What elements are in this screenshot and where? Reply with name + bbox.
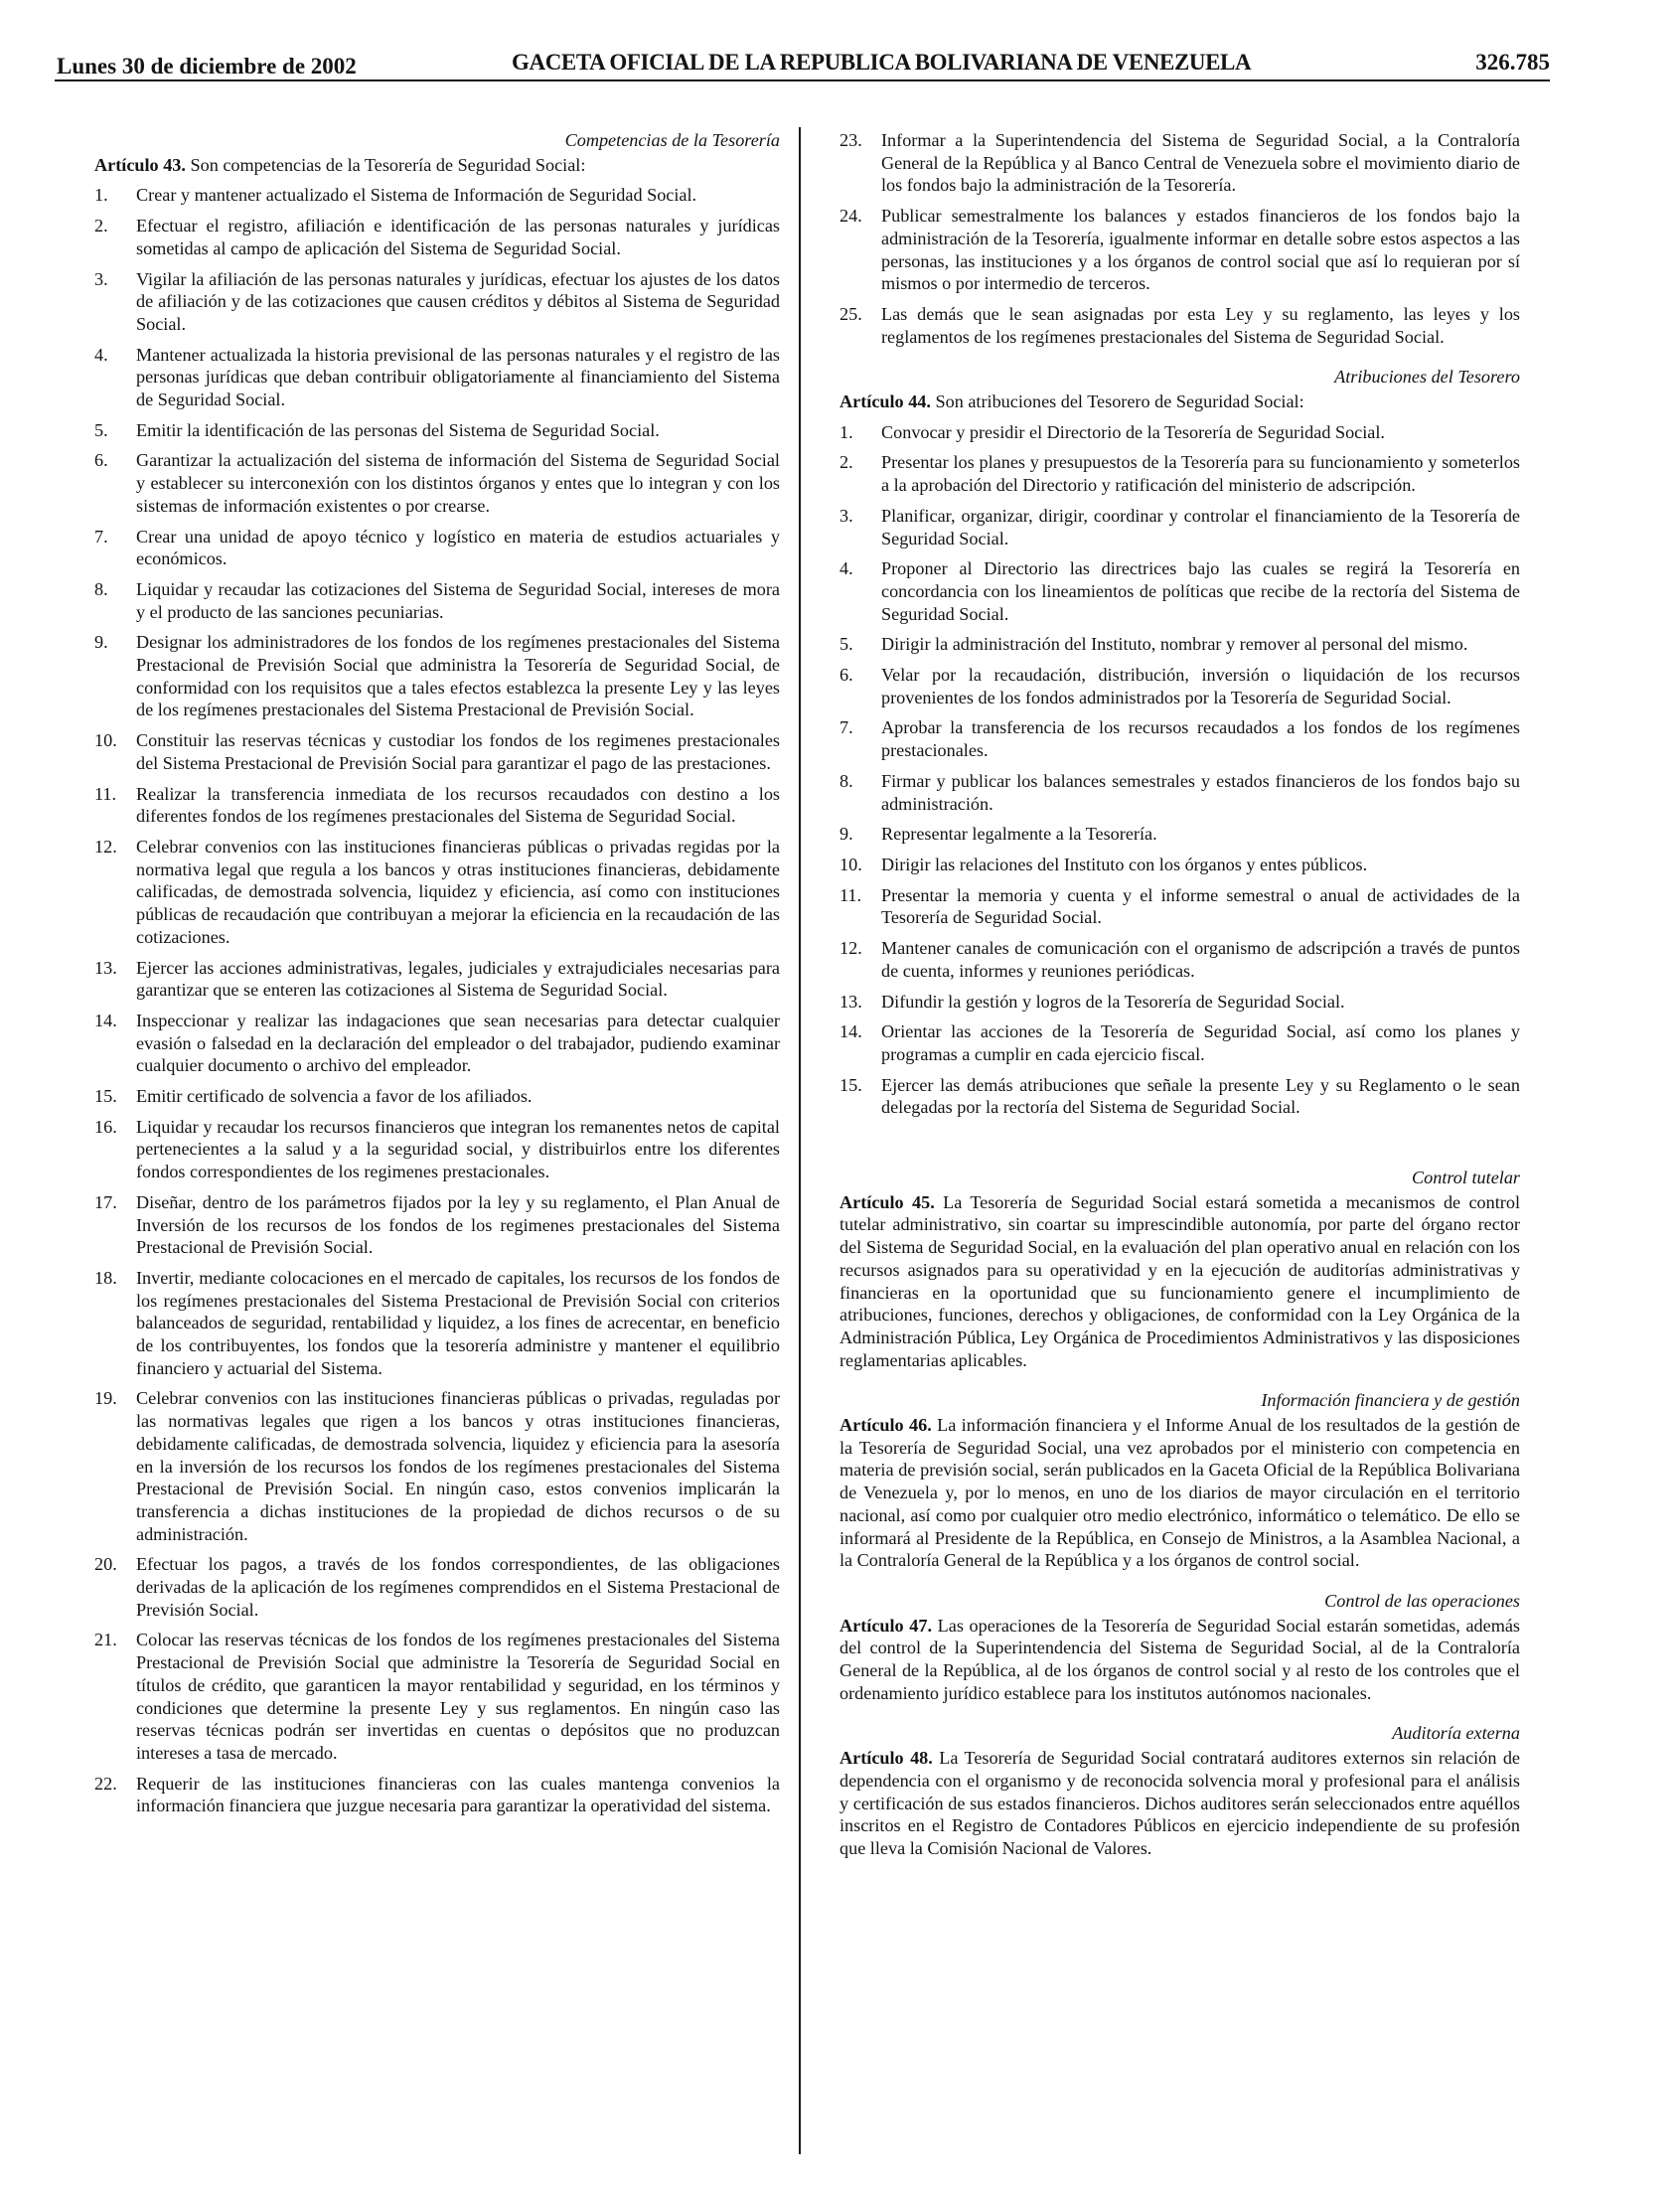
list-item-text: Garantizar la actualización del sistema de información del Sistema de Seguridad Social y establecer su interconexión con los distintos órganos y entes que lo integran y con los sistemas de información existentes o por crearse.: [136, 450, 780, 516]
atribucion-item: [840, 633, 1520, 656]
list-item-number: 14.: [94, 1010, 117, 1030]
competencia-item: [94, 1191, 780, 1259]
list-item-number: 5.: [94, 419, 108, 440]
list-item-text: Ejercer las demás atribuciones que señale la presente Ley y su Reglamento o le sean delegadas por la rectoría del Sistema de Seguridad Social.: [881, 1074, 1520, 1118]
article-44-list: [840, 421, 1520, 1119]
competencia-item: [840, 205, 1520, 295]
article-44-number: Artículo 44.: [840, 391, 931, 412]
section-heading-competencias: Competencias de la Tesorería: [564, 130, 780, 150]
list-item-text: Designar los administradores de los fondos de los regímenes prestacionales del Sistema Prestacional de Previsión Social que administra la Tesorería de Seguridad Social, de conformidad con los requisitos que a tales efectos establezca la presente Ley y las leyes de los regímenes prestacionales del Sistema Prestacional de Previsión Social.: [136, 632, 780, 720]
article-43-list-continued: [840, 129, 1520, 348]
list-item-number: 25.: [840, 303, 862, 324]
atribucion-item: [840, 421, 1520, 444]
article-48-number: Artículo 48.: [840, 1748, 933, 1769]
article-45: [840, 1191, 1520, 1372]
list-item-number: 10.: [94, 730, 117, 751]
competencia-item: [94, 836, 780, 949]
atribucion-item: [840, 937, 1520, 982]
article-43-text: Son competencias de la Tesorería de Seguridad Social:: [190, 154, 586, 175]
competencia-item: [94, 729, 780, 774]
list-item-number: 15.: [94, 1086, 117, 1107]
article-45-text: La Tesorería de Seguridad Social estará sometida a mecanismos de control tutelar administrativo, sin coartar su imprescindible autonomía, por parte del órgano rector del Sistema de Seguridad Social, en la evaluación del plan operativo anual en relación con los recursos asignados para su operatividad y en la ejecución de auditorías administrativas y financieras en la oportunidad que su funcionamiento genere el incumplimiento de atribuciones, funciones, derechos y obligaciones, de conformidad con la Ley Orgánica de la Administración Pública, Ley Orgánica de Procedimientos Administrativos y las disposiciones reglamentarias aplicables.: [840, 1191, 1520, 1370]
list-item-text: Emitir certificado de solvencia a favor de los afiliados.: [136, 1086, 533, 1107]
list-item-text: Presentar la memoria y cuenta y el informe semestral o anual de actividades de la Tesorería de Seguridad Social.: [881, 884, 1520, 928]
list-item-number: 15.: [840, 1074, 862, 1095]
list-item-text: Proponer al Directorio las directrices bajo las cuales se regirá la Tesorería en concordancia con los lineamientos de políticas que recibe de la rectoría del Sistema de Seguridad Social.: [881, 558, 1520, 624]
list-item-text: Firmar y publicar los balances semestrales y estados financieros de los fondos bajo su administración.: [881, 770, 1520, 814]
page-header: [55, 50, 1550, 81]
atribucion-item: [840, 1074, 1520, 1119]
list-item-number: 7.: [840, 717, 853, 738]
section-heading-auditoria: Auditoría externa: [1392, 1723, 1520, 1744]
list-item-text: Celebrar convenios con las instituciones financieras públicas o privadas, reguladas por las normativas legales que rigen a los bancos y otras instituciones financieras, debidamente calificadas, de demostrada solvencia, liquidez y eficiencia para la asesoría en la inversión de los recursos los fondos de los regímenes prestacionales del Sistema Prestacional de Previsión Social. En ningún caso, estos convenios implicarán la transferencia a dichas instituciones de la propiedad de dichos recursos o de su administración.: [136, 1388, 780, 1544]
right-column: [840, 129, 1520, 1868]
list-item-text: Dirigir la administración del Instituto, nombrar y remover al personal del mismo.: [881, 634, 1468, 655]
list-item-text: Aprobar la transferencia de los recursos recaudados a los fondos de los regímenes prestacionales.: [881, 717, 1520, 761]
competencia-item: [94, 578, 780, 623]
list-item-text: Diseñar, dentro de los parámetros fijados por la ley y su reglamento, el Plan Anual de Inversión de los recursos de los fondos de los regimenes prestacionales del Sistema Prestacional de Previsión Social.: [136, 1191, 780, 1258]
atribucion-item: [840, 770, 1520, 815]
list-item-number: 11.: [840, 884, 862, 905]
competencia-item: [94, 1629, 780, 1764]
competencia-item: [94, 783, 780, 828]
article-43-intro: [94, 154, 780, 177]
list-item-text: Liquidar y recaudar los recursos financieros que integran los remanentes netos de capital pertenecientes a la salud y a la seguridad social, y distribuirlos entre los diferentes fondos correspondientes de los regimenes prestacionales.: [136, 1116, 780, 1182]
list-item-number: 4.: [840, 558, 853, 579]
list-item-text: Inspeccionar y realizar las indagaciones que sean necesarias para detectar cualquier evasión o falsedad en la declaración del empleador o del trabajador, pudiendo examinar cualquier documento o archivo del empleador.: [136, 1010, 780, 1076]
competencia-item: [94, 1010, 780, 1077]
article-44-intro: [840, 391, 1520, 413]
article-48-text: La Tesorería de Seguridad Social contratará auditores externos sin relación de dependencia con el organismo y de reconocida solvencia moral y profesional para el análisis y certificación de sus estados financieros. Dichos auditores serán seleccionados entre aquéllos inscritos en el Registro de Contadores Públicos en ejercicio independiente de su profesión que lleva la Comisión Nacional de Valores.: [840, 1748, 1520, 1858]
list-item-number: 9.: [840, 824, 853, 845]
list-item-text: Publicar semestralmente los balances y estados financieros de los fondos bajo la administración de la Tesorería, igualmente informar en detalle sobre estos aspectos a las personas, las instituciones y a los órganos de control social que así lo requieran por sí mismos o por intermedio de terceros.: [881, 206, 1520, 294]
competencia-item: [94, 1773, 780, 1817]
header-date: Lunes 30 de diciembre de 2002: [57, 54, 357, 78]
list-item-number: 22.: [94, 1773, 117, 1794]
list-item-text: Mantener actualizada la historia previsional de las personas naturales y el registro de las personas jurídicas que deban contribuir obligatoriamente al financiamiento del Sistema de Seguridad Social.: [136, 344, 780, 410]
list-item-number: 9.: [94, 632, 108, 653]
article-46-text: La información financiera y el Informe Anual de los resultados de la gestión de la Tesorería de Seguridad Social, una vez aprobados por el ministerio con competencia en materia de previsión social, serán publicados en la Gaceta Oficial de la República Bolivariana de Venezuela y, por lo menos, en uno de los diarios de mayor circulación en el territorio nacional, así como por cualquier otro medio electrónico, informático o telemático. De ello se informará al Presidente de la República, en Consejo de Ministros, a la Asamblea Nacional, a la Contraloría General de la República y a los órganos de control social.: [840, 1415, 1520, 1571]
competencia-item: [94, 215, 780, 259]
list-item-number: 1.: [840, 421, 853, 442]
list-item-number: 7.: [94, 526, 108, 547]
list-item-text: Crear y mantener actualizado el Sistema de Información de Seguridad Social.: [136, 185, 697, 206]
article-47-number: Artículo 47.: [840, 1615, 933, 1636]
section-heading-control-operaciones: Control de las operaciones: [1324, 1590, 1520, 1611]
atribucion-item: [840, 991, 1520, 1014]
list-item-text: Orientar las acciones de la Tesorería de Seguridad Social, así como los planes y programas a cumplir en cada ejercicio fiscal.: [881, 1021, 1520, 1064]
article-48: [840, 1747, 1520, 1860]
list-item-number: 12.: [840, 938, 862, 959]
list-item-number: 13.: [840, 991, 862, 1012]
list-item-number: 2.: [840, 452, 853, 473]
list-item-text: Convocar y presidir el Directorio de la Tesorería de Seguridad Social.: [881, 421, 1385, 442]
section-heading-informacion-financiera: Información financiera y de gestión: [1261, 1390, 1520, 1411]
article-46-number: Artículo 46.: [840, 1415, 932, 1436]
column-divider: [799, 127, 801, 2154]
competencia-item: [94, 419, 780, 442]
atribucion-item: [840, 854, 1520, 876]
list-item-number: 16.: [94, 1116, 117, 1137]
competencia-item: [94, 344, 780, 411]
list-item-text: Velar por la recaudación, distribución, inversión o liquidación de los recursos provenientes de los fondos administrados por la Tesorería de Seguridad Social.: [881, 665, 1520, 707]
list-item-text: Emitir la identificación de las personas del Sistema de Seguridad Social.: [136, 419, 660, 440]
atribucion-item: [840, 823, 1520, 846]
list-item-text: Colocar las reservas técnicas de los fondos de los regímenes prestacionales del Sistema Prestacional de Previsión Social que administre la Tesorería de Seguridad Social en títulos de crédito, que garanticen la mayor rentabilidad y seguridad, en los términos y condiciones que determine la presente Ley y sus reglamentos. En ningún caso las reservas técnicas podrán ser invertidas en cuentas o depósitos que no produzcan intereses a tasa de mercado.: [136, 1630, 780, 1763]
competencia-item: [94, 526, 780, 570]
list-item-text: Celebrar convenios con las instituciones financieras públicas o privadas regidas por la normativa legal que regula a los bancos y otras instituciones financieras, debidamente calificadas, de demostrada solvencia, liquidez y eficiencia, así como con instituciones públicas de recaudación que contribuyan a mejorar la eficiencia en la recaudación de las cotizaciones.: [136, 836, 780, 947]
list-item-text: Mantener canales de comunicación con el organismo de adscripción a través de puntos de cuenta, informes y reuniones periódicas.: [881, 938, 1520, 981]
atribucion-item: [840, 1020, 1520, 1065]
competencia-item: [94, 1267, 780, 1380]
article-47: [840, 1615, 1520, 1705]
list-item-number: 19.: [94, 1388, 117, 1409]
list-item-text: Realizar la transferencia inmediata de los recursos recaudados con destino a los diferentes fondos de los regímenes prestacionales del Sistema de Seguridad Social.: [136, 783, 780, 827]
header-title: GACETA OFICIAL DE LA REPUBLICA BOLIVARIANA DE VENEZUELA: [512, 50, 1252, 75]
atribucion-item: [840, 451, 1520, 496]
competencia-item: [94, 1387, 780, 1545]
article-43-number: Artículo 43.: [94, 154, 186, 175]
list-item-number: 17.: [94, 1191, 117, 1212]
list-item-number: 10.: [840, 854, 862, 874]
competencia-item: [94, 268, 780, 336]
list-item-number: 5.: [840, 634, 853, 655]
left-column: [94, 129, 780, 1825]
article-44-text: Son atribuciones del Tesorero de Seguridad Social:: [935, 391, 1304, 412]
competencia-item: [94, 1085, 780, 1108]
list-item-number: 23.: [840, 130, 862, 150]
list-item-number: 24.: [840, 206, 862, 227]
list-item-text: Liquidar y recaudar las cotizaciones del Sistema de Seguridad Social, intereses de mora y el producto de las sanciones pecuniarias.: [136, 578, 780, 622]
list-item-text: Presentar los planes y presupuestos de la Tesorería para su funcionamiento y someterlos a la aprobación del Directorio y ratificación del ministerio de adscripción.: [881, 452, 1520, 496]
list-item-text: Dirigir las relaciones del Instituto con los órganos y entes públicos.: [881, 854, 1368, 874]
atribucion-item: [840, 664, 1520, 708]
competencia-item: [94, 184, 780, 207]
atribucion-item: [840, 505, 1520, 549]
list-item-number: 3.: [94, 268, 108, 289]
list-item-number: 13.: [94, 957, 117, 978]
list-item-text: Representar legalmente a la Tesorería.: [881, 824, 1157, 845]
list-item-number: 1.: [94, 185, 108, 206]
list-item-text: Ejercer las acciones administrativas, legales, judiciales y extrajudiciales necesarias para garantizar que se enteren las cotizaciones al Sistema de Seguridad Social.: [136, 957, 780, 1001]
list-item-number: 6.: [840, 665, 853, 686]
competencia-item: [840, 129, 1520, 197]
atribucion-item: [840, 884, 1520, 929]
competencia-item: [94, 957, 780, 1002]
list-item-number: 20.: [94, 1554, 117, 1575]
article-43-list: [94, 184, 780, 1817]
section-heading-atribuciones: Atribuciones del Tesorero: [1334, 367, 1520, 388]
list-item-text: Efectuar los pagos, a través de los fondos correspondientes, de las obligaciones derivadas de la aplicación de los regímenes comprendidos en el Sistema Prestacional de Previsión Social.: [136, 1554, 780, 1620]
competencia-item: [94, 449, 780, 517]
competencia-item: [94, 1553, 780, 1621]
article-46: [840, 1414, 1520, 1572]
list-item-number: 12.: [94, 836, 117, 857]
list-item-text: Efectuar el registro, afiliación e identificación de las personas naturales y jurídicas sometidas al campo de aplicación del Sistema de Seguridad Social.: [136, 216, 780, 258]
article-45-number: Artículo 45.: [840, 1191, 935, 1212]
list-item-number: 11.: [94, 783, 117, 804]
atribucion-item: [840, 716, 1520, 761]
header-page-number: 326.785: [1475, 50, 1550, 75]
list-item-number: 3.: [840, 505, 853, 526]
section-heading-control-tutelar: Control tutelar: [1412, 1168, 1520, 1188]
list-item-text: Planificar, organizar, dirigir, coordinar y controlar el financiamiento de la Tesorería de Seguridad Social.: [881, 505, 1520, 548]
list-item-text: Informar a la Superintendencia del Sistema de Seguridad Social, a la Contraloría General de la República y al Banco Central de Venezuela sobre el movimiento diario de los fondos bajo la administración de la Tesorería.: [881, 130, 1520, 196]
competencia-item: [94, 1116, 780, 1183]
list-item-text: Crear una unidad de apoyo técnico y logístico en materia de estudios actuariales y económicos.: [136, 526, 780, 569]
list-item-number: 14.: [840, 1021, 862, 1042]
list-item-text: Invertir, mediante colocaciones en el mercado de capitales, los recursos de los fondos de los regímenes prestacionales del Sistema Prestacional de Previsión Social con criterios balanceados de seguridad, rentabilidad y liquidez, a los fines de acrecentar, en beneficio de los contribuyentes, los fondos que la tesorería administre y mantener el equilibrio financiero y actuarial del Sistema.: [136, 1267, 780, 1378]
list-item-text: Vigilar la afiliación de las personas naturales y jurídicas, efectuar los ajustes de los datos de afiliación y de las cotizaciones que causen créditos y débitos al Sistema de Seguridad Social.: [136, 268, 780, 334]
list-item-number: 21.: [94, 1630, 117, 1650]
list-item-text: Las demás que le sean asignadas por esta Ley y su reglamento, las leyes y los reglamentos de los regímenes prestacionales del Sistema de Seguridad Social.: [881, 303, 1520, 347]
list-item-text: Difundir la gestión y logros de la Tesorería de Seguridad Social.: [881, 991, 1345, 1012]
article-47-text: Las operaciones de la Tesorería de Seguridad Social estarán sometidas, además del control de la Superintendencia del Sistema de Seguridad Social, al de la Contraloría General de la República, al de los órganos de control social y al resto de los controles que el ordenamiento jurídico establece para los institutos autónomos nacionales.: [840, 1615, 1521, 1703]
list-item-number: 2.: [94, 216, 108, 236]
list-item-number: 8.: [94, 578, 108, 599]
list-item-text: Requerir de las instituciones financieras con las cuales mantenga convenios la información financiera que juzgue necesaria para garantizar la operatividad del sistema.: [136, 1773, 780, 1816]
competencia-item: [94, 631, 780, 721]
list-item-number: 18.: [94, 1267, 117, 1288]
list-item-number: 4.: [94, 344, 108, 365]
competencia-item: [840, 303, 1520, 348]
list-item-number: 6.: [94, 450, 108, 471]
atribucion-item: [840, 557, 1520, 625]
list-item-number: 8.: [840, 770, 853, 791]
list-item-text: Constituir las reservas técnicas y custodiar los fondos de los regimenes prestacionales del Sistema Prestacional de Previsión Social para garantizar el pago de las prestaciones.: [136, 730, 780, 773]
